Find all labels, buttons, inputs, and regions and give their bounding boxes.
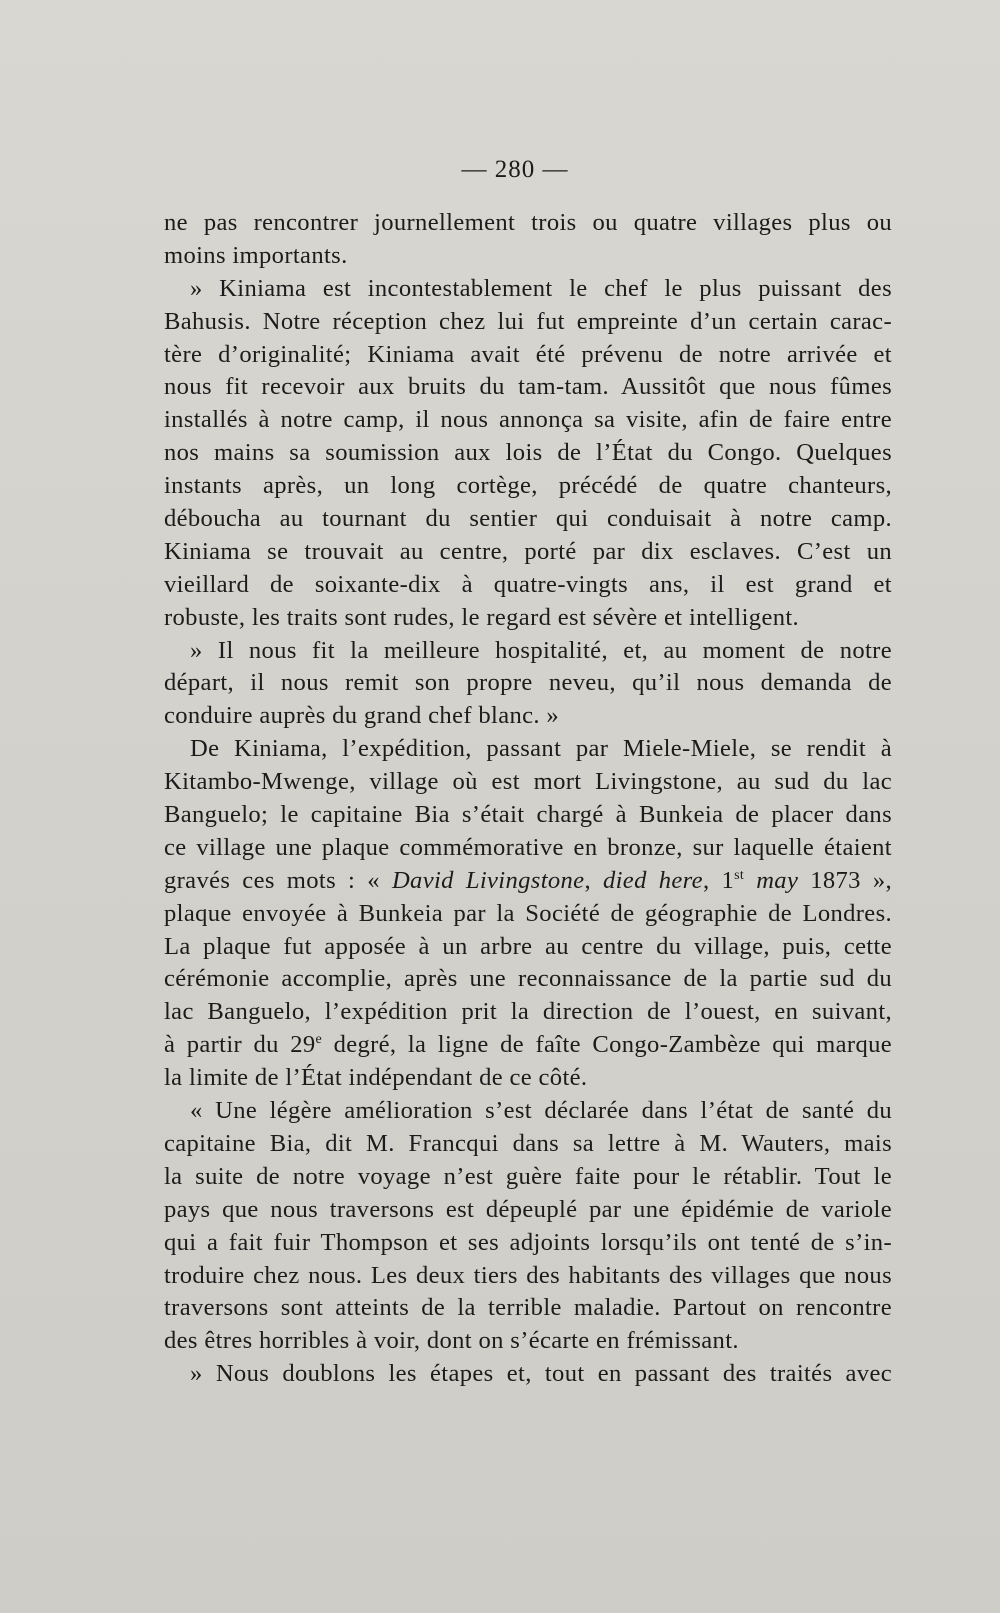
text-line: traversons sont atteints de la terrible maladie. Partout on rencontre — [164, 1294, 892, 1322]
text-line: installés à notre camp, il nous annonça sa visite, afin de faire entre — [164, 406, 892, 434]
text-line: moins importants. — [164, 241, 348, 269]
text-line: » Nous doublons les étapes et, tout en passant des traités avec — [190, 1360, 892, 1388]
text-line: départ, il nous remit son propre neveu, qu’il nous demanda de — [164, 669, 892, 697]
text-line: » Kiniama est incontestablement le chef le plus puissant des — [190, 274, 892, 302]
text-line: conduire auprès du grand chef blanc. » — [164, 702, 560, 730]
text-line: Banguelo; le capitaine Bia s’était chargé à Bunkeia de placer dans — [164, 801, 892, 829]
text-line: robuste, les traits sont rudes, le regard est sévère et intelligent. — [164, 603, 800, 631]
text-line: De Kiniama, l’expédition, passant par Miele-Miele, se rendit à — [190, 735, 892, 763]
text-line: ne pas rencontrer journellement trois ou quatre villages plus ou — [164, 209, 892, 236]
page-number: — 280 — — [461, 156, 569, 183]
text-line: déboucha au tournant du sentier qui conduisait à notre camp. — [164, 505, 892, 533]
text-line: Kitambo-Mwenge, village où est mort Livingstone, au sud du lac — [164, 768, 892, 796]
text-line: pays que nous traversons est dépeuplé par une épidémie de variole — [164, 1195, 892, 1223]
text-line: Kiniama se trouvait au centre, porté par dix esclaves. C’est un — [164, 537, 892, 565]
text-line: la suite de notre voyage n’est guère faite pour le rétablir. Tout le — [164, 1162, 892, 1190]
text-line: instants après, un long cortège, précédé de quatre chanteurs, — [164, 472, 892, 500]
body-text — [164, 207, 892, 1391]
text-line: vieillard de soixante-dix à quatre-vingts ans, il est grand et — [164, 570, 892, 598]
text-line: lac Banguelo, l’expédition prit la direction de l’ouest, en suivant, — [164, 998, 892, 1026]
text-line: La plaque fut apposée à un arbre au centre du village, puis, cette — [164, 932, 892, 960]
text-line: ce village une plaque commémorative en bronze, sur laquelle étaient — [164, 833, 892, 861]
text-line: nos mains sa soumission aux lois de l’État du Congo. Quelques — [164, 439, 892, 467]
text-line: nous fit recevoir aux bruits du tam-tam. Aussitôt que nous fûmes — [164, 373, 892, 401]
text-line: » Il nous fit la meilleure hospitalité, et, au moment de notre — [190, 636, 892, 664]
text-line: « Une légère amélioration s’est déclarée dans l’état de santé du — [190, 1097, 892, 1125]
text-line-with-inscription: gravés ces mots : « David Livingstone, died here, 1st may 1873 », — [164, 866, 893, 894]
text-line: Bahusis. Notre réception chez lui fut empreinte d’un certain carac- — [164, 307, 892, 335]
text-line: des êtres horribles à voir, dont on s’écarte en frémissant. — [164, 1327, 739, 1355]
text-line: tère d’originalité; Kiniama avait été prévenu de notre arrivée et — [164, 340, 892, 368]
text-line: plaque envoyée à Bunkeia par la Société de géographie de Londres. — [164, 899, 892, 927]
text-line: troduire chez nous. Les deux tiers des habitants des villages que nous — [164, 1261, 892, 1289]
text-line: qui a fait fuir Thompson et ses adjoints lorsqu’ils ont tenté de s’in- — [164, 1228, 892, 1256]
text-line-with-degree: à partir du 29e degré, la ligne de faîte Congo-Zambèze qui marque — [164, 1031, 893, 1059]
text-line: cérémonie accomplie, après une reconnaissance de la partie sud du — [164, 965, 892, 993]
text-line: capitaine Bia, dit M. Francqui dans sa lettre à M. Wauters, mais — [164, 1129, 892, 1157]
text-line: la limite de l’État indépendant de ce côté. — [164, 1064, 588, 1092]
